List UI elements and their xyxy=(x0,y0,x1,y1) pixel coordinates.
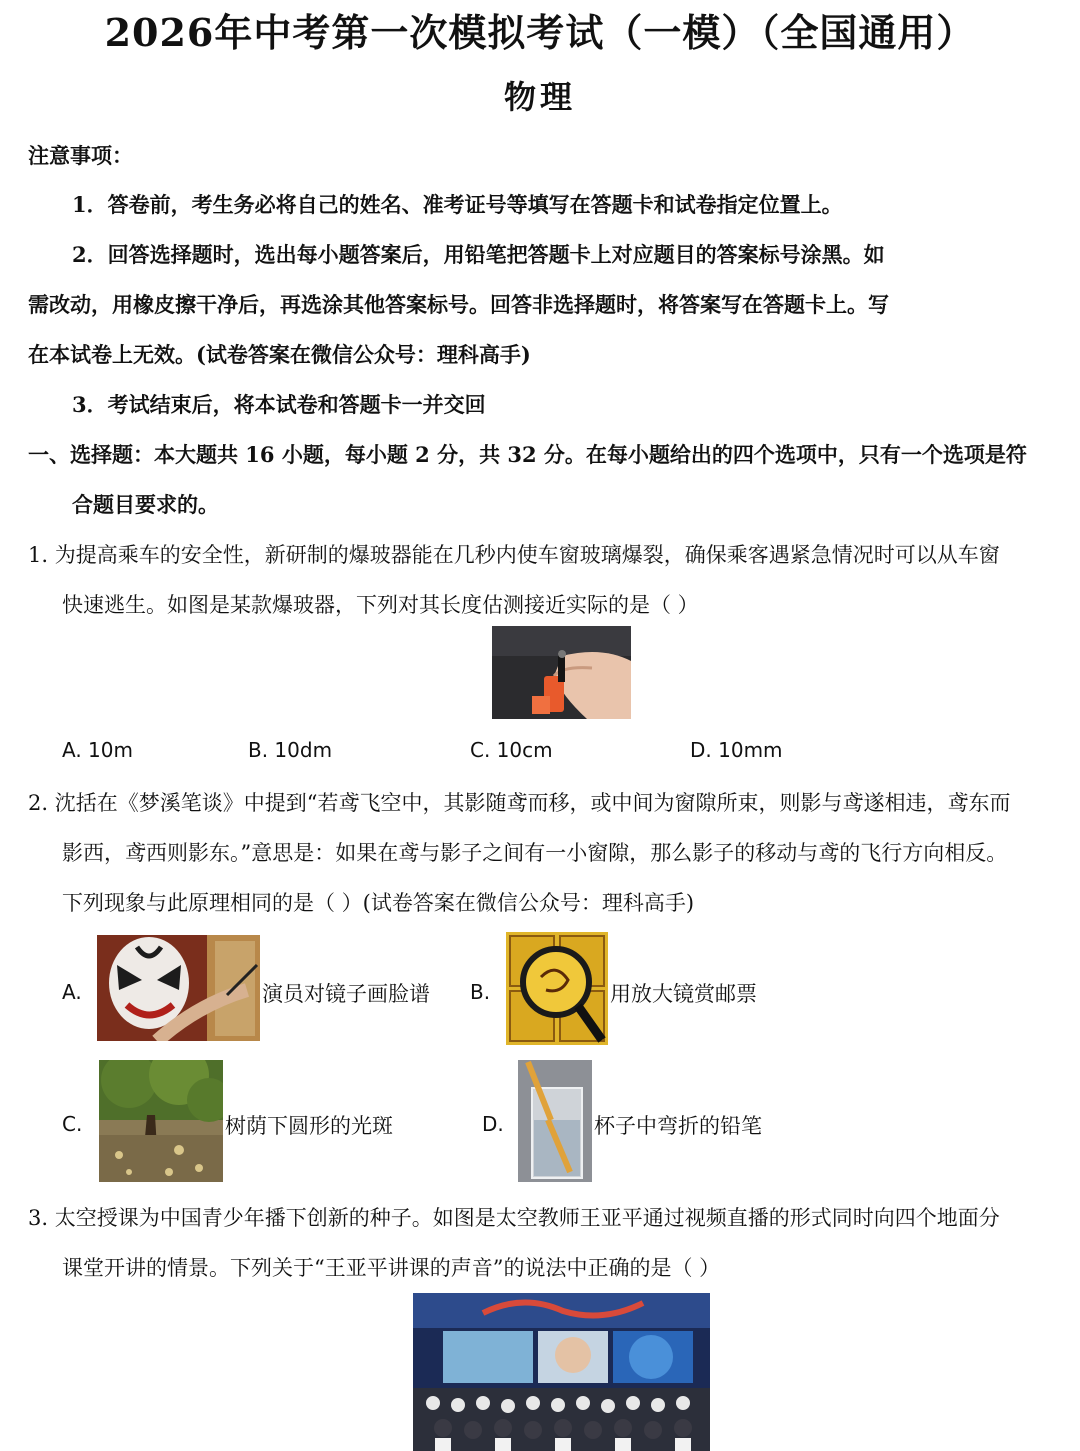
q2-option-b-letter: B. xyxy=(470,980,491,1004)
notice-item-2-line-1: 2．回答选择题时，选出每小题答案后，用铅笔把答题卡上对应题目的答案标号涂黑。如 xyxy=(72,242,885,267)
q3-text-line-2: 课堂开讲的情景。下列关于“王亚平讲课的声音”的说法中正确的是（ ） xyxy=(62,1256,721,1280)
q3-space-class-photo xyxy=(413,1293,710,1451)
q1-option-b: B. 10dm xyxy=(248,738,333,762)
subject-title: 物理 xyxy=(503,78,576,116)
q2-option-c-photo xyxy=(99,1060,223,1182)
q1-option-a: A. 10m xyxy=(62,738,133,762)
section-1-heading-cont: 合题目要求的。 xyxy=(72,492,219,517)
q2-option-b-photo xyxy=(506,932,608,1045)
q2-option-a-photo xyxy=(97,935,260,1041)
notice-item-1: 1．答卷前，考生务必将自己的姓名、准考证号等填写在答题卡和试卷指定位置上。 xyxy=(72,192,843,217)
notice-heading: 注意事项： xyxy=(28,143,133,168)
q2-option-c-letter: C. xyxy=(62,1112,83,1136)
q1-glass-breaker-photo xyxy=(492,626,631,719)
q1-text-line-2: 快速逃生。如图是某款爆玻器，下列对其长度估测接近实际的是（ ） xyxy=(62,593,699,617)
q1-option-d: D. 10mm xyxy=(690,738,783,762)
notice-item-3: 3．考试结束后，将本试卷和答题卡一并交回 xyxy=(72,392,486,417)
q2-option-d-letter: D. xyxy=(482,1112,504,1136)
section-1-heading: 一、选择题：本大题共 16 小题，每小题 2 分，共 32 分。在每小题给出的四个选项中，只有一个选项是符 xyxy=(28,442,1027,467)
notice-item-2-line-3: 在本试卷上无效。(试卷答案在微信公众号：理科高手) xyxy=(28,342,531,367)
q1-text-line-1: 1. 为提高乘车的安全性，新研制的爆玻器能在几秒内使车窗玻璃爆裂，确保乘客遇紧急情况时可以从车窗 xyxy=(28,543,1000,567)
q2-option-a-text: 演员对镜子画脸谱 xyxy=(262,982,430,1006)
q2-text-line-1: 2. 沈括在《梦溪笔谈》中提到“若鸢飞空中，其影随鸢而移，或中间为窗隙所束，则影与鸢遂相违，鸢东而 xyxy=(28,791,1011,815)
q3-text-line-1: 3. 太空授课为中国青少年播下创新的种子。如图是太空教师王亚平通过视频直播的形式同时向四个地面分 xyxy=(28,1206,1000,1230)
q2-option-d-photo xyxy=(518,1060,592,1182)
q2-option-b-text: 用放大镜赏邮票 xyxy=(610,982,757,1006)
exam-title: 2026年中考第一次模拟考试（一模）（全国通用） xyxy=(104,10,976,55)
q2-option-c-text: 树荫下圆形的光斑 xyxy=(225,1114,393,1138)
q2-option-a-letter: A. xyxy=(62,980,82,1004)
q2-option-d-text: 杯子中弯折的铅笔 xyxy=(594,1114,762,1138)
notice-item-2-line-2: 需改动，用橡皮擦干净后，再选涂其他答案标号。回答非选择题时，将答案写在答题卡上。写 xyxy=(28,292,889,317)
q1-option-c: C. 10cm xyxy=(470,738,553,762)
q2-text-line-2: 影西，鸢西则影东。”意思是：如果在鸢与影子之间有一小窗隙，那么影子的移动与鸢的飞行方向相反。 xyxy=(62,841,1008,865)
q2-text-line-3: 下列现象与此原理相同的是（ ）(试卷答案在微信公众号：理科高手) xyxy=(62,891,695,915)
